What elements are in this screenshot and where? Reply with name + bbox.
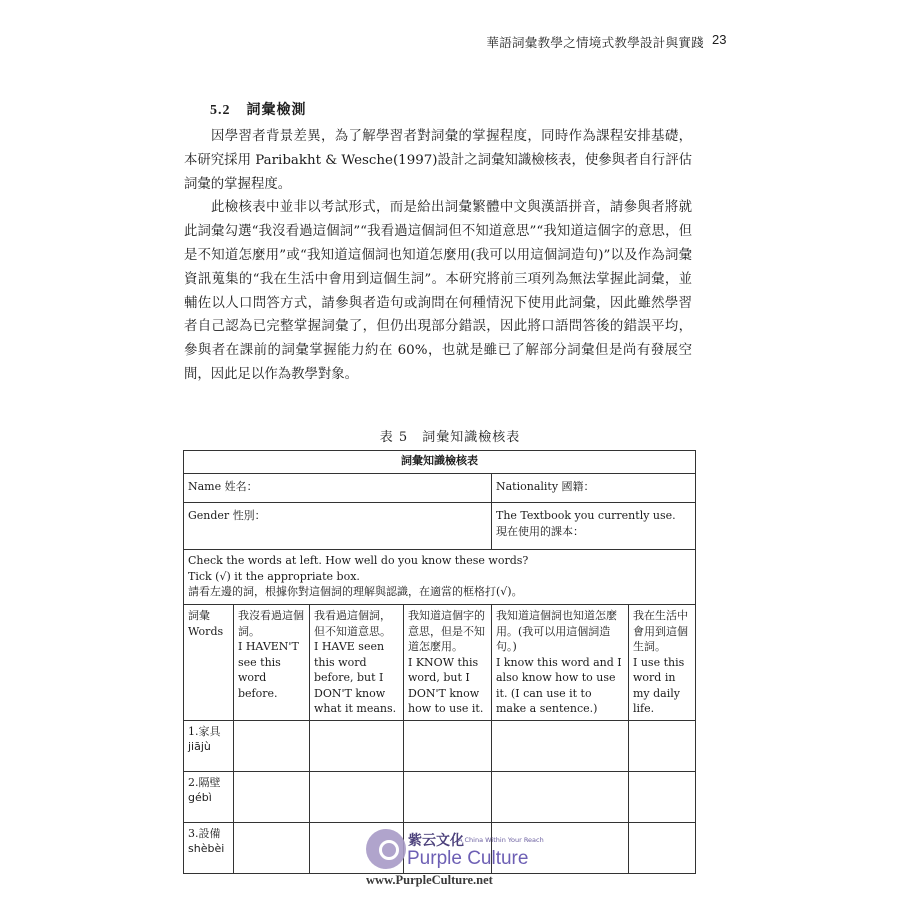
column-header-words (184, 605, 234, 721)
watermark-logo-icon (366, 829, 406, 869)
word-pinyin: gébì (188, 791, 212, 804)
watermark-cn: 紫云文化 (408, 833, 464, 849)
column-header-know-meaning (404, 605, 492, 721)
word-hanzi: 設備 (198, 826, 221, 840)
word-pinyin: shèbèi (188, 842, 225, 855)
nationality-field-label: Nationality 國籍： (492, 474, 696, 503)
watermark-url: www.PurpleCulture.net (366, 873, 493, 887)
tick-box[interactable] (404, 720, 492, 771)
column-header-daily-use (629, 605, 696, 721)
tick-box[interactable] (629, 771, 696, 822)
table-caption (0, 426, 900, 445)
word-hanzi: 隔壁 (198, 775, 221, 789)
tick-box[interactable] (310, 720, 404, 771)
watermark-brand: Purple Culture (407, 848, 529, 869)
tick-box[interactable] (310, 771, 404, 822)
column-header-zh: 我知道這個字的意思，但是不知道怎麼用。 (408, 609, 485, 653)
table-heading-row (184, 451, 696, 474)
vocabulary-checklist-table (183, 450, 696, 874)
body-text (184, 125, 692, 387)
column-header-en: I HAVEN'T see this word before. (238, 640, 299, 700)
instructions-cell (184, 550, 696, 605)
table-row (184, 503, 696, 550)
word-number: 3. (188, 826, 199, 840)
tick-box[interactable] (492, 720, 629, 771)
word-cell (184, 771, 234, 822)
textbook-field-label (492, 503, 696, 550)
instruction-line: Check the words at left. How well do you know these words? (188, 554, 529, 567)
gender-field-label: Gender 性別： (184, 503, 492, 550)
watermark-tagline: A China Within Your Reach (458, 836, 544, 844)
word-cell (184, 720, 234, 771)
instruction-line: 請看左邊的詞，根據你對這個詞的理解與認識，在適當的框格打(√)。 (188, 585, 523, 598)
paragraph: 因學習者背景差異，為了解學習者對詞彙的掌握程度，同時作為課程安排基礎，本研究採用 Paribakht & Wesche(1997)設計之詞彙知識檢核表，使參與者自行評估詞彙的掌握程度。 (184, 129, 692, 192)
table-row (184, 720, 696, 771)
textbook-label-en: The Textbook you currently use. (496, 509, 676, 522)
table-caption-title: 詞彙知識檢核表 (422, 430, 521, 445)
tick-box[interactable] (492, 771, 629, 822)
column-header-en: I HAVE seen this word before, but I DON'T know what it means. (314, 640, 397, 715)
table-heading: 詞彙知識檢核表 (184, 451, 696, 474)
column-header-never-seen (234, 605, 310, 721)
column-header-en: I KNOW this word, but I DON'T know how to use it. (408, 655, 484, 715)
table-row (184, 474, 696, 503)
column-header-en: I know this word and I also know how to use it. (I can use it to make a sentence.) (496, 655, 622, 715)
instruction-line: Tick (√) it the appropriate box. (188, 569, 360, 583)
section-number: 5.2 (210, 103, 231, 118)
word-pinyin: jiājù (188, 740, 211, 753)
watermark (366, 829, 556, 893)
column-header-en: Words (188, 624, 224, 638)
table-caption-label: 表 5 (379, 430, 409, 445)
section-title: 詞彙檢測 (246, 102, 307, 118)
column-header-zh: 我知道這個詞也知道怎麼用。(我可以用這個詞造句。) (496, 609, 617, 653)
word-number: 2. (188, 775, 199, 789)
column-header-seen-unknown (310, 605, 404, 721)
textbook-label-zh: 現在使用的課本： (496, 524, 584, 538)
word-hanzi: 家具 (198, 724, 221, 738)
tick-box[interactable] (629, 720, 696, 771)
column-header-zh: 詞彙 (188, 609, 210, 622)
name-field-label: Name 姓名： (184, 474, 492, 503)
word-cell (184, 822, 234, 873)
table-row (184, 771, 696, 822)
section-heading (210, 99, 307, 119)
running-head: 華語詞彙教學之情境式教學設計與實踐 (486, 35, 704, 50)
tick-box[interactable] (234, 771, 310, 822)
paragraph: 此檢核表中並非以考試形式，而是給出詞彙繁體中文與漢語拼音，請參與者將就此詞彙勾選“我沒看過這個詞”“我看過這個詞但不知道意思”“我知道這個字的意思，但是不知道怎麼用”或“我知道這個詞也知道怎麼用(我可以用這個詞造句)”以及作為詞彙資訊蒐集的“我在生活中會用到這個生詞”。本研究將前三項列為無法掌握此詞彙，並輔佐以人口問答方式，請參與者造句或詢問在何種情況下使用此詞彙，因此雖然學習者自己認為已完整掌握詞彙了，但仍出現部分錯誤，因此將口語問答後的錯誤平均，參與者在課前的詞彙掌握能力約在 60%，也就是雖已了解部分詞彙但是尚有發展空間，因此足以作為教學對象。 (184, 200, 692, 382)
column-header-row (184, 605, 696, 721)
table-row (184, 550, 696, 605)
column-header-zh: 我看過這個詞，但不知道意思。 (314, 609, 391, 638)
column-header-know-use (492, 605, 629, 721)
tick-box[interactable] (234, 822, 310, 873)
column-header-zh: 我沒看過這個詞。 (238, 609, 304, 638)
tick-box[interactable] (234, 720, 310, 771)
tick-box[interactable] (629, 822, 696, 873)
page-number: 23 (712, 32, 727, 47)
column-header-zh: 我在生活中會用到這個生詞。 (633, 609, 688, 653)
word-number: 1. (188, 724, 199, 738)
column-header-en: I use this word in my daily life. (633, 655, 685, 715)
tick-box[interactable] (404, 771, 492, 822)
